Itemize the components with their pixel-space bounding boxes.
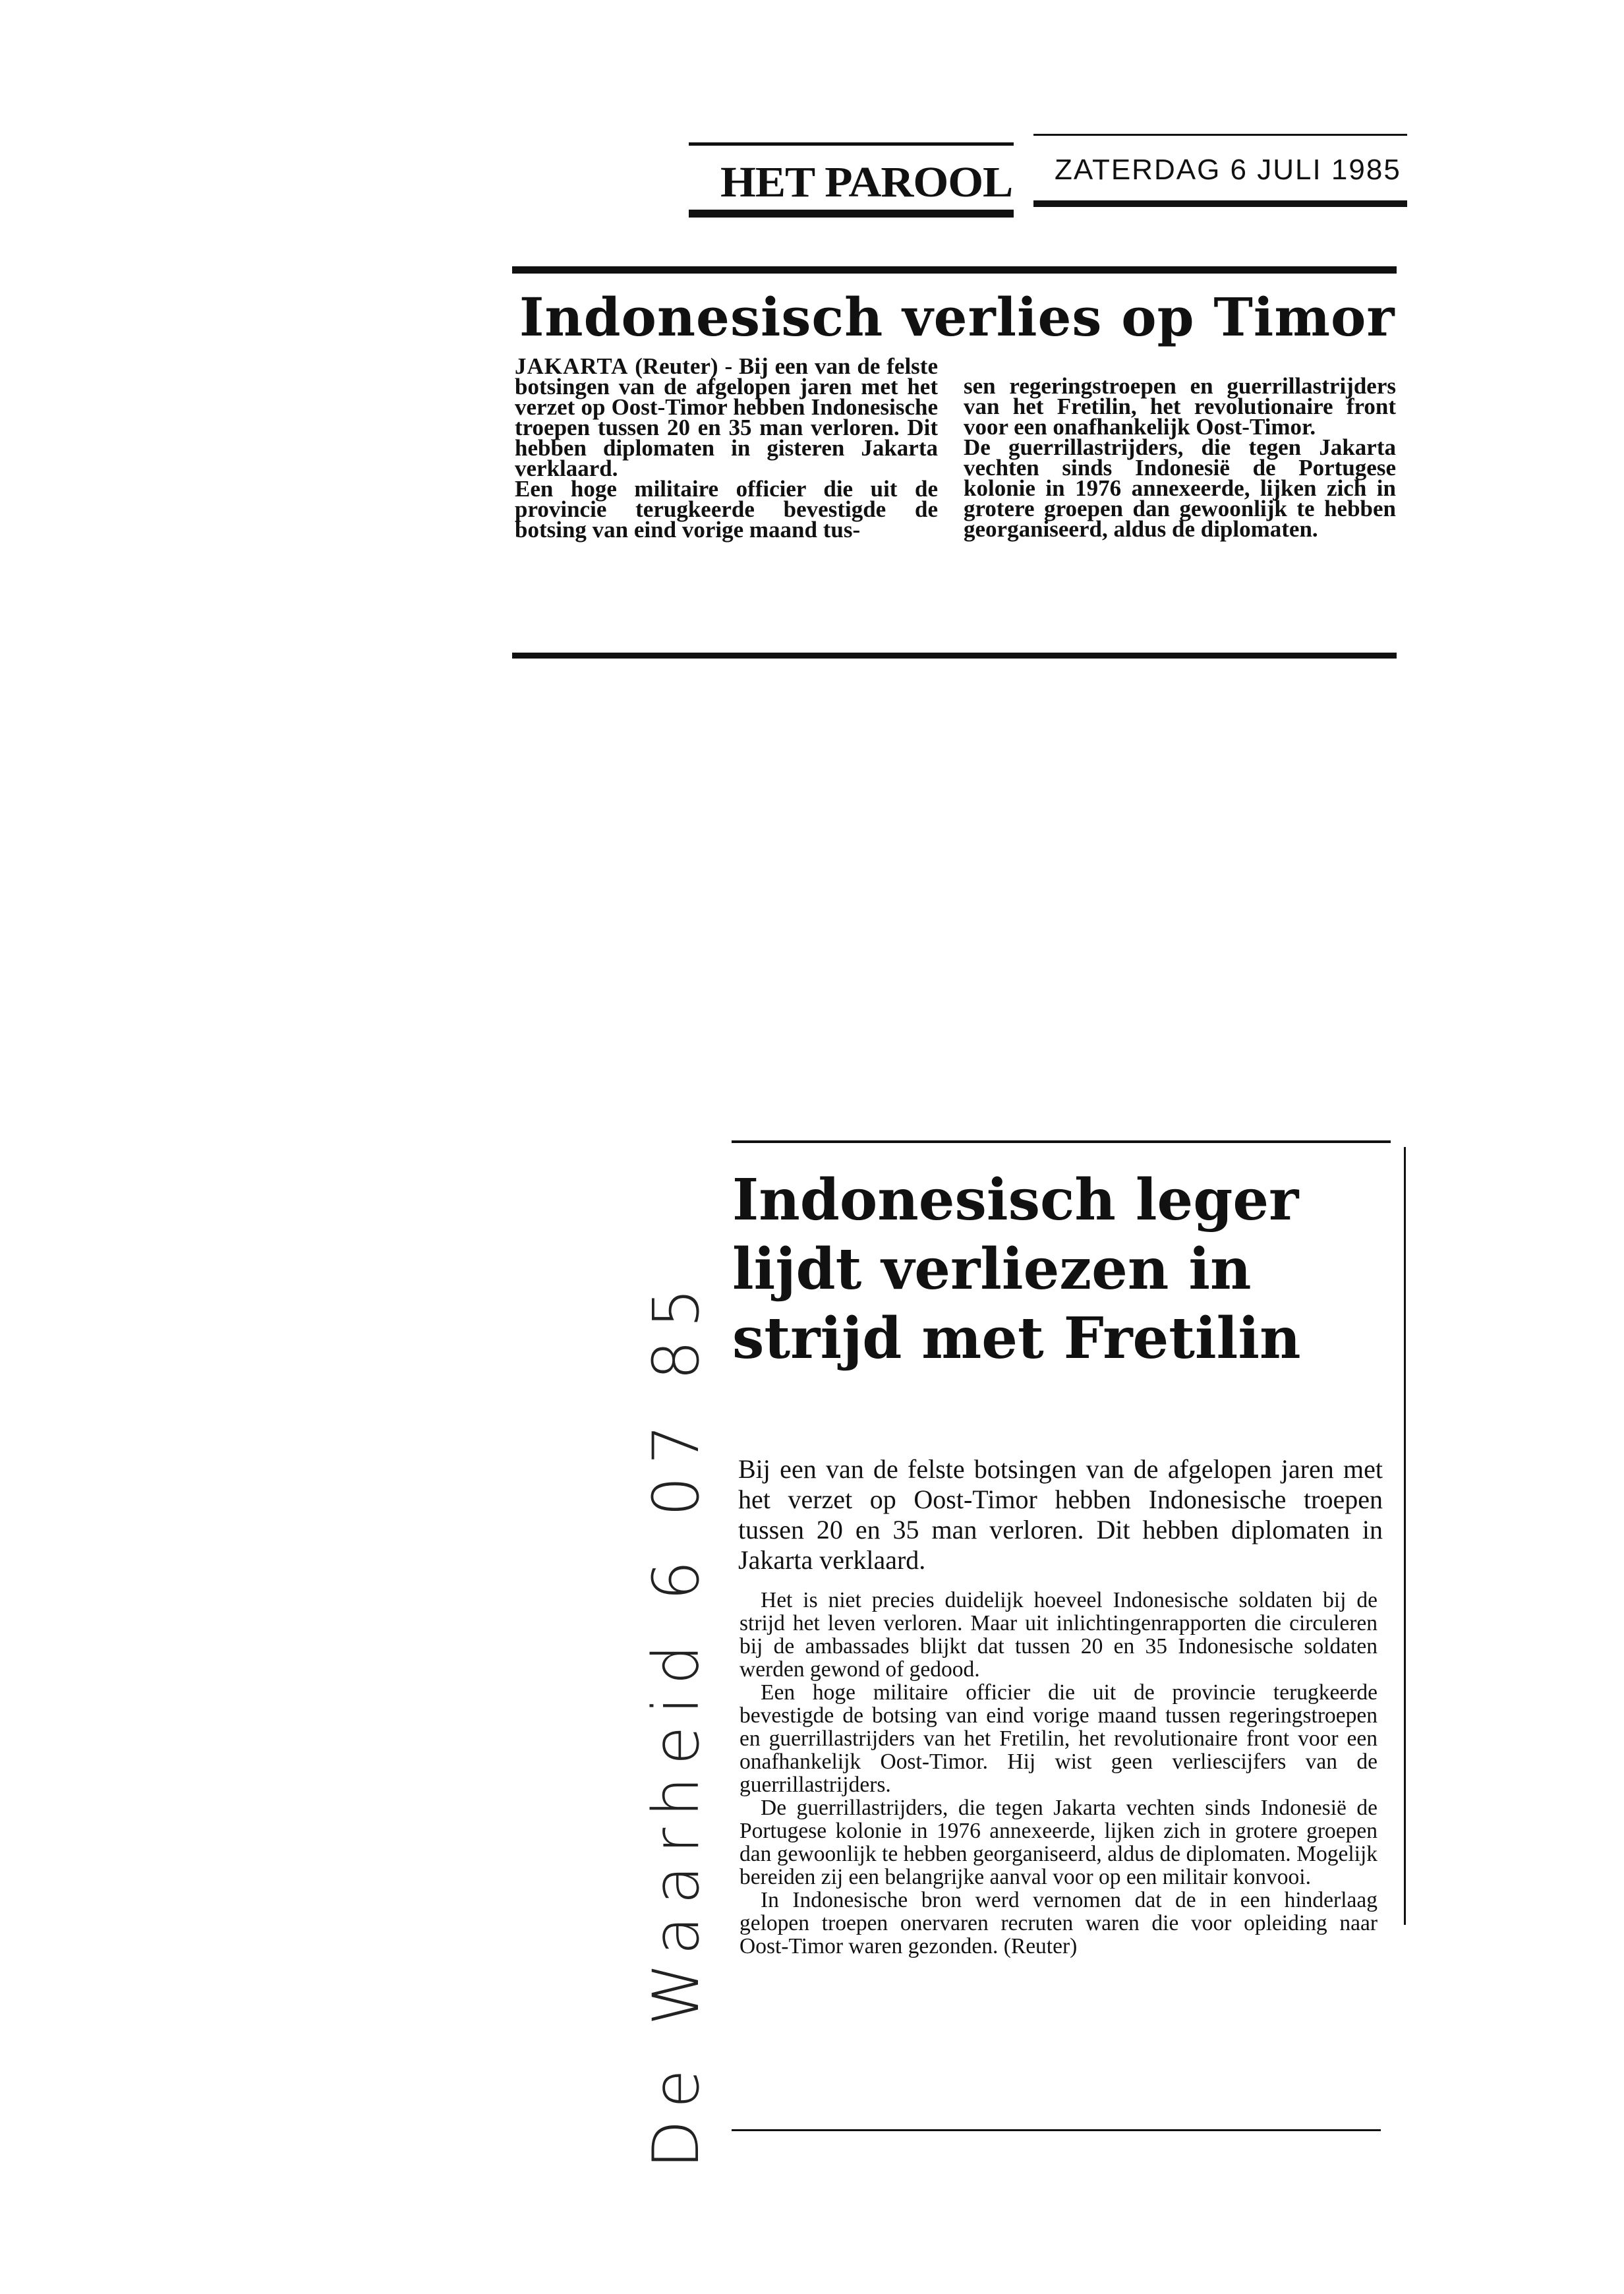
article1-paragraph: De guerrillastrijders, die tegen Jakarta vechten sinds Indonesië de Portugese kolonie in 1976 annexeerde, lijken zich in grotere groepen dan gewoonlijk te hebben georganiseerd, aldus de diplomaten. — [964, 434, 1396, 542]
article2-right-rule — [1404, 1147, 1406, 1925]
article1-paragraph: sen regeringstroepen en guerrillastrijders van het Fretilin, het revolutionaire front voor een onafhankelijk Oost-Timor. — [964, 373, 1396, 440]
masthead-bottom-rule-right — [1033, 200, 1407, 207]
masthead-top-rule-left — [689, 142, 1014, 146]
article1-paragraph — [515, 353, 938, 481]
dateline: JAKARTA — [515, 353, 629, 379]
article1-headline: Indonesisch verlies op Timor — [519, 286, 1395, 348]
article2-body — [740, 1589, 1378, 1958]
masthead-top-rule-right — [1033, 134, 1407, 136]
article1-column-2 — [964, 373, 1396, 542]
article1-paragraph: Een hoge militaire officier die uit de provincie terugkeerde bevestigde de botsing van eind vorige maand tus- — [515, 476, 938, 543]
article2-lead-paragraph: Bij een van de felste botsingen van de afgelopen jaren met het verzet op Oost-Timor hebben Indonesische troepen tussen 20 en 35 man verloren. Dit hebben diplomaten in Jakarta verklaard. — [738, 1454, 1383, 1575]
article2-paragraph: Een hoge militaire officier die uit de provincie terugkeerde bevestigde de botsing van eind vorige maand tussen regeringstroepen en guerrillastrijders van het Fretilin, het revolutionaire front voor een onafhankelijk Oost-Timor. Hij wist geen verliescijfers van de guerrillastrijders. — [740, 1680, 1378, 1797]
article2-paragraph: In Indonesische bron werd vernomen dat de in een hinderlaag gelopen troepen onervaren recruten waren die voor opleiding naar Oost-Timor waren gezonden. (Reuter) — [740, 1888, 1378, 1958]
article1-bottom-rule — [512, 653, 1397, 659]
article2-headline — [732, 1165, 1365, 1373]
article2-paragraph: De guerrillastrijders, die tegen Jakarta vechten sinds Indonesië de Portugese kolonie in 1976 annexeerde, lijken zich in grotere groepen dan gewoonlijk te hebben georganiseerd, aldus de diplomaten. Mogelijk bereiden zij een belangrijke aanval voor op een militair konvooi. — [740, 1796, 1378, 1889]
article2-bottom-rule — [732, 2129, 1381, 2131]
publication-date: ZATERDAG 6 JULI 1985 — [1055, 154, 1401, 186]
article1-column-1 — [515, 353, 938, 543]
article1-top-rule — [512, 266, 1397, 274]
article2-top-rule — [732, 1140, 1391, 1143]
headline-line: Indonesisch leger — [732, 1167, 1299, 1233]
newspaper-name: HET PAROOL — [720, 158, 1013, 206]
paragraph-text: (Reuter) - Bij een van de felste botsingen van de afgelopen jaren met het verzet op Oost-Timor hebben Indonesische troepen tussen 20 en 35 man verloren. Dit hebben diplomaten in gisteren Jakarta verklaard. — [515, 353, 938, 481]
headline-line: lijdt verliezen in — [732, 1236, 1252, 1303]
article2-paragraph: Het is niet precies duidelijk hoeveel Indonesische soldaten bij de strijd het leven verloren. Maar uit inlichtingenrapporten die circuleren bij de ambassades blijkt dat tussen 20 en 35 Indonesische soldaten werden gewond of gedood. — [740, 1588, 1378, 1682]
masthead-bottom-rule-left — [689, 210, 1014, 218]
headline-line: strijd met Fretilin — [732, 1305, 1301, 1372]
handwritten-annotation: De Waarheid 6 07 85 — [639, 1276, 713, 2169]
